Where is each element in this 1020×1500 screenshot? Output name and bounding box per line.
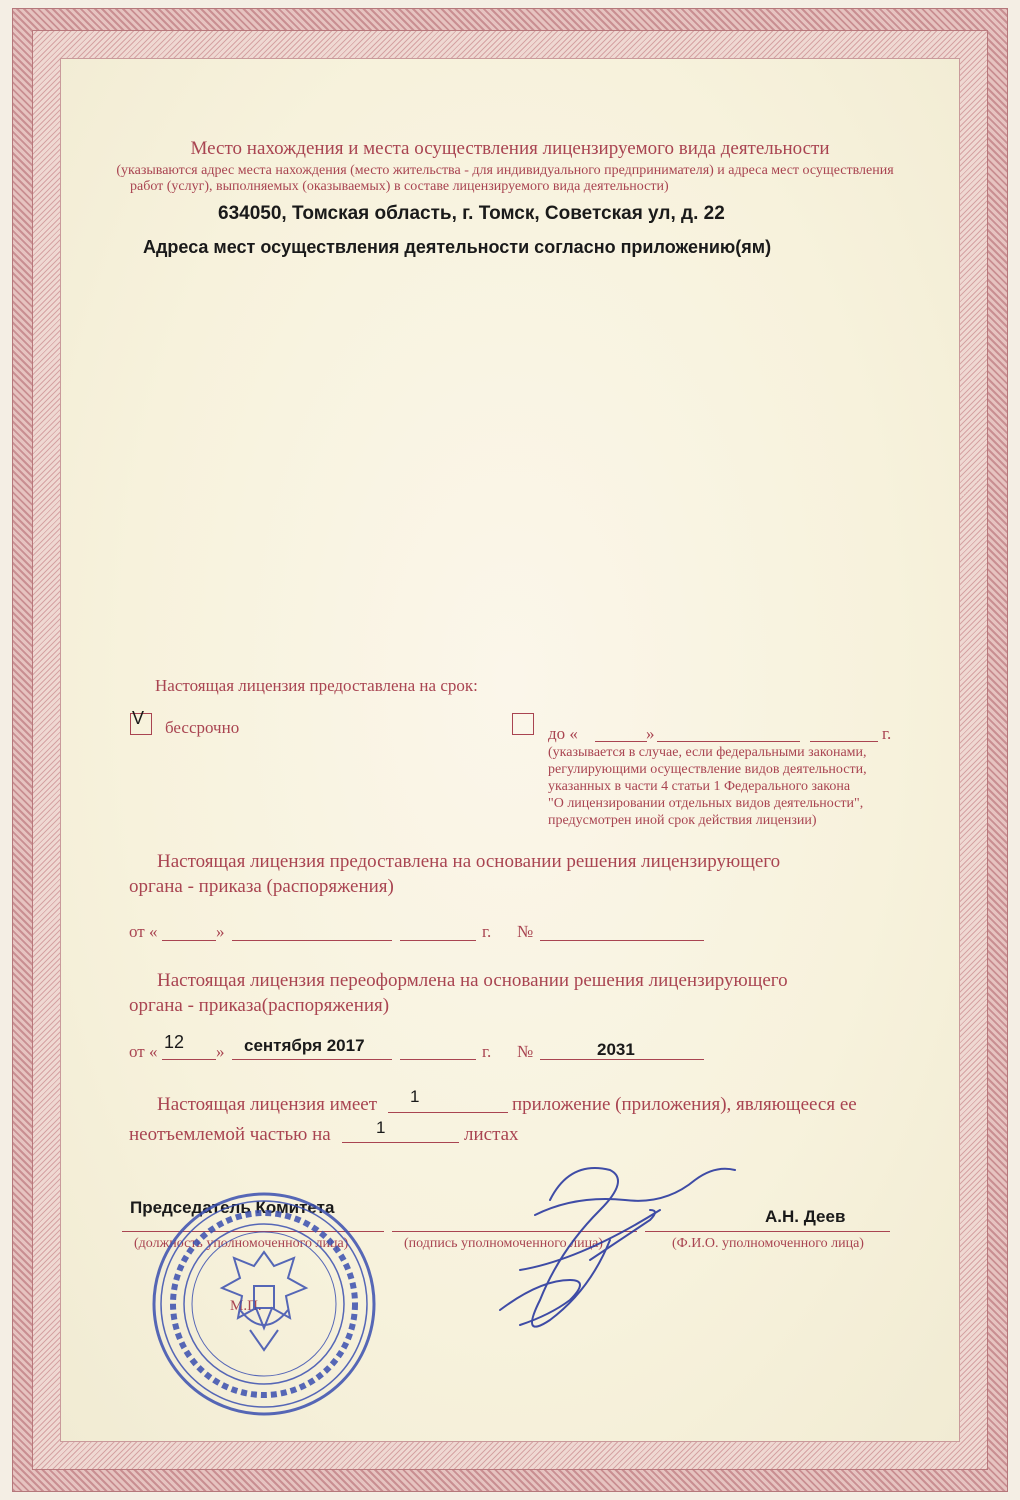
reissue-number-sign: № (517, 1042, 534, 1061)
reissue-year-line (400, 1059, 476, 1060)
reissue-day: 12 (164, 1032, 185, 1052)
basis-number-line (540, 940, 704, 941)
until-quote: » (646, 724, 655, 743)
term-note-5: предусмотрен иной срок действия лицензии) (548, 813, 817, 828)
name-caption: (Ф.И.О. уполномоченного лица) (672, 1236, 864, 1251)
basis-year-line (400, 940, 476, 941)
reissue-line1: Настоящая лицензия переоформлена на основании решения лицензирующего (157, 970, 788, 991)
reissue-day-line (162, 1059, 216, 1060)
section-note-line1: (указываются адрес места нахождения (место жительства - для индивидуального предпринимателя) и адреса мест осуществления (116, 163, 894, 178)
term-note-3: указанных в части 4 статьи 1 Федерального закона (548, 779, 851, 794)
section-title: Место нахождения и места осуществления лицензируемого вида деятельности (190, 138, 830, 159)
annex-sheets: 1 (376, 1118, 386, 1137)
basis-number-sign: № (517, 922, 534, 941)
basis-from: от « (129, 922, 158, 941)
section-note-line2: работ (услуг), выполняемых (оказываемых) в составе лицензируемого вида деятельности) (130, 179, 669, 194)
official-seal-stamp (150, 1190, 378, 1418)
term-note-4: "О лицензировании отдельных видов деятельности", (548, 796, 864, 811)
until-month-line (657, 741, 800, 742)
annex-line1-suffix: приложение (приложения), являющееся ее (512, 1094, 857, 1115)
signatory-name: А.Н. Деев (765, 1207, 846, 1226)
reissue-month-line (232, 1059, 392, 1060)
term-note-1: (указывается в случае, если федеральными законами, (548, 745, 867, 760)
basis-line2: органа - приказа (распоряжения) (129, 876, 394, 897)
position-caption: (должность уполномоченного лица) (134, 1236, 349, 1251)
annex-line2-suffix: листах (464, 1124, 519, 1145)
unlimited-check-mark: V (132, 708, 145, 728)
annex-count-line (388, 1112, 508, 1113)
unlimited-label: бессрочно (165, 718, 240, 737)
reissue-year: г. (482, 1042, 492, 1061)
basis-year: г. (482, 922, 492, 941)
signature-caption: (подпись уполномоченного лица) (404, 1236, 603, 1251)
basis-day-line (162, 940, 216, 941)
until-year-line (810, 741, 878, 742)
until-day-line (595, 741, 647, 742)
annex-line2-prefix: неотъемлемой частью на (129, 1124, 331, 1145)
reissue-quote: » (216, 1042, 225, 1061)
main-address: 634050, Томская область, г. Томск, Советская ул, д. 22 (218, 203, 725, 224)
reissue-from: от « (129, 1042, 158, 1061)
term-label: Настоящая лицензия предоставлена на срок: (155, 676, 478, 695)
stamp-place-label: М.П. (230, 1298, 262, 1314)
annex-line1-prefix: Настоящая лицензия имеет (157, 1094, 378, 1115)
until-prefix: до « (548, 724, 578, 743)
annex-count: 1 (410, 1087, 420, 1106)
handwritten-signature (440, 1140, 770, 1340)
term-note-2: регулирующими осуществление видов деятельности, (548, 762, 867, 777)
reissue-number-line (540, 1059, 704, 1060)
until-date-checkbox[interactable] (512, 713, 534, 735)
reissue-number: 2031 (597, 1040, 635, 1059)
basis-month-line (232, 940, 392, 941)
appendix-addresses: Адреса мест осуществления деятельности согласно приложению(ям) (143, 237, 772, 257)
basis-quote: » (216, 922, 225, 941)
until-year-suffix: г. (882, 724, 892, 743)
basis-line1: Настоящая лицензия предоставлена на основании решения лицензирующего (157, 851, 781, 872)
reissue-month-year: сентября 2017 (244, 1036, 365, 1055)
reissue-line2: органа - приказа(распоряжения) (129, 995, 390, 1016)
signatory-position: Председатель Комитета (130, 1198, 335, 1217)
